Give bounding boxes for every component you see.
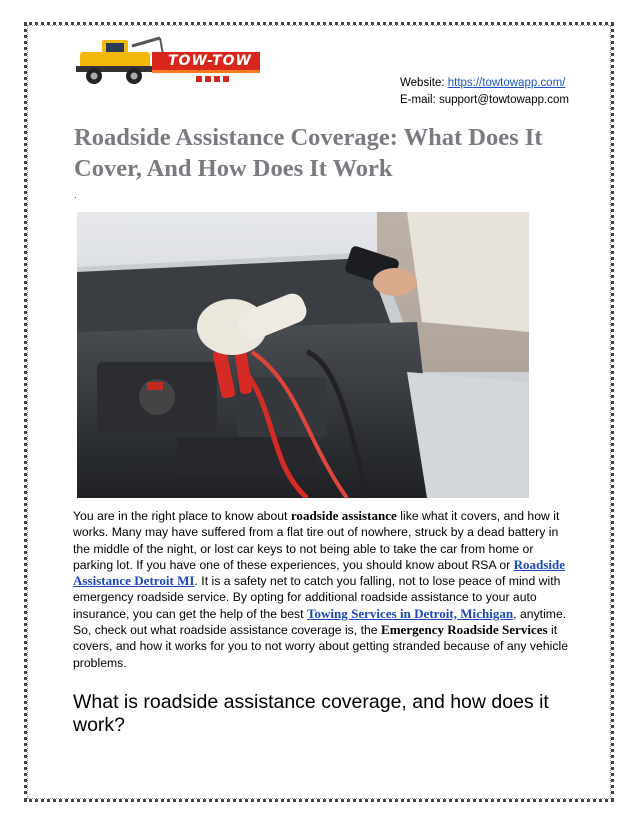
p1-text-c: like what it covers, and how it works. Many may have suffered from a flat tire out of nowhere, struck by a dead battery in the middle of the night, or lost car keys to not being able to take the car from home or parking lot. If you have one of these experiences, you should know about RSA or [73, 509, 560, 572]
section-heading: What is roadside assistance coverage, and how does it work? [73, 691, 549, 736]
jump-start-illustration [77, 212, 529, 498]
website-line [400, 75, 569, 92]
p1-bold-roadside: roadside assistance [290, 508, 397, 523]
email-address: support@towtowapp.com [438, 94, 569, 106]
jump-start-photo [77, 212, 529, 498]
p2-text-a: So, check out what roadside assistance coverage is, the [73, 623, 382, 638]
p2-text-c: it covers, and how it works for you to not worry about getting stranded because of any vehicle problems. [73, 623, 569, 670]
p1-text-a: You are in the right place to know about [73, 509, 291, 523]
article-body [73, 508, 573, 671]
email-label: E-mail: [400, 94, 436, 106]
website-link[interactable]: https://towtowapp.com/ [447, 77, 566, 89]
p1-text-e: , anytime. [513, 606, 567, 621]
title-dot: . [74, 190, 77, 201]
email-line [400, 92, 569, 109]
logo-wordmark: TOW-TOW [168, 53, 252, 69]
p2-bold-emergency: Emergency Roadside Services [381, 622, 548, 638]
contact-info [400, 75, 569, 109]
link-roadside-assistance-detroit[interactable]: Roadside Assistance Detroit MI [73, 556, 566, 589]
article-title: Roadside Assistance Coverage: What Does It Cover, And How Does It Work [74, 124, 543, 182]
tow-tow-logo[interactable] [72, 34, 262, 92]
p1-text-d: . It is a safety net to catch you falling, not to lose peace of mind with emergency roadside service. By opting for additional roadside assistance to your auto insurance, you can get the help of the best [73, 574, 561, 621]
website-label: Website: [400, 77, 445, 89]
link-towing-services-detroit[interactable]: Towing Services in Detroit, Michigan [306, 605, 514, 621]
